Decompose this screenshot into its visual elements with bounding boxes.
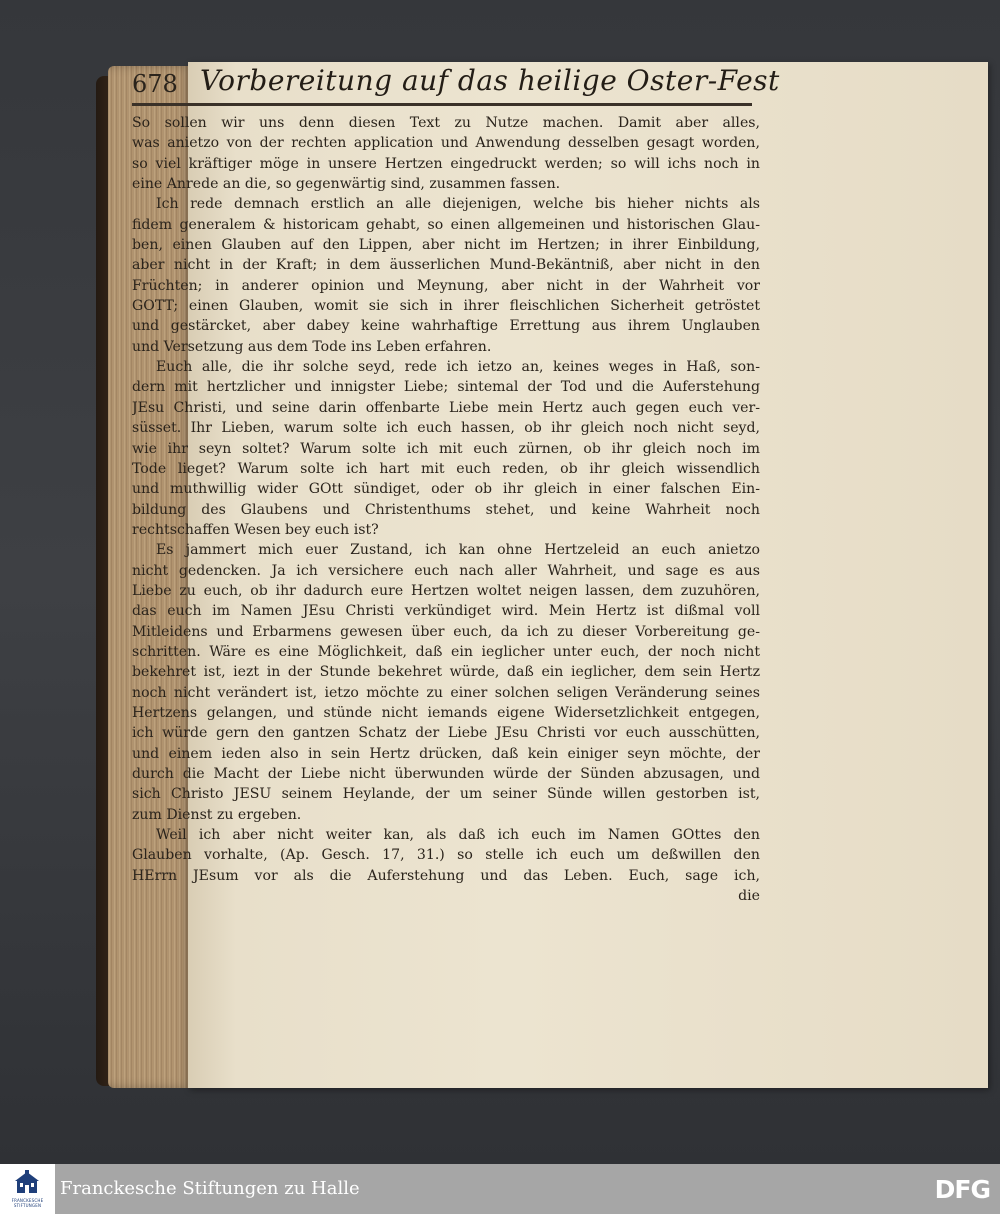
text-line: Tode lieget? Warum solte ich hart mit euch reden, ob ihr gleich wissendlich: [132, 460, 760, 477]
text-line: Früchten; in anderer opinion und Meynung, aber nicht in der Wahrheit vor: [132, 277, 760, 294]
text-line: ich würde gern den gantzen Schatz der Liebe JEsu Christi vor euch ausschütten,: [132, 725, 760, 742]
running-title: Vorbereitung auf das heilige Oster-Fest: [200, 64, 780, 97]
institution-logo[interactable]: [0, 1164, 55, 1214]
text-line: süsset. Ihr Lieben, warum solte ich euch hassen, ob ihr gleich noch nicht seyd,: [132, 420, 760, 437]
text-line: und muthwillig wider GOtt sündiget, oder ob ihr gleich in einer falschen Ein-: [132, 481, 760, 498]
page-number: 678: [132, 70, 178, 98]
text-line: das euch im Namen JEsu Christi verkündiget wird. Mein Hertz ist dißmal voll: [132, 603, 760, 620]
text-line: Euch alle, die ihr solche seyd, rede ich ietzo an, keines weges in Haß, son-: [156, 359, 760, 376]
text-line: So sollen wir uns denn diesen Text zu Nutze machen. Damit aber alles,: [132, 115, 760, 131]
text-line: sich Christo JESU seinem Heylande, der um seiner Sünde willen gestorben ist,: [132, 786, 760, 803]
text-line: Es jammert mich euer Zustand, ich kan ohne Hertzeleid an euch anietzo: [156, 542, 760, 559]
text-line: durch die Macht der Liebe nicht überwunden würde der Sünden abzusagen, und: [132, 766, 760, 782]
text-line: so viel kräftiger möge in unsere Hertzen eingedruckt werden; so will ichs noch in: [132, 155, 760, 172]
body-text: [132, 113, 760, 906]
orphanage-building-icon: [14, 1170, 40, 1194]
text-line: wie ihr seyn soltet? Warum solte ich mit euch zürnen, ob ihr gleich noch im: [132, 440, 760, 457]
text-line: dern mit hertzlicher und innigster Liebe; sintemal der Tod und die Auferstehung: [132, 379, 760, 396]
text-line: JEsu Christi, und seine darin offenbarte Liebe mein Hertz auch gegen euch ver-: [132, 399, 760, 416]
text-line: ben, einen Glauben auf den Lippen, aber nicht im Hertzen; in ihrer Einbildung,: [132, 237, 760, 254]
catchword: die: [738, 888, 760, 905]
text-line: und gestärcket, aber dabey keine wahrhaftige Errettung aus ihrem Unglauben: [132, 318, 760, 335]
text-line: Weil ich aber nicht weiter kan, als daß ich euch im Namen GOttes den: [156, 827, 760, 844]
text-line: Hertzens gelangen, und stünde nicht iemands eigene Widersetzlichkeit entgegen,: [132, 704, 760, 721]
institution-name[interactable]: Franckesche Stiftungen zu Halle: [60, 1178, 360, 1199]
text-line: Glauben vorhalte, (Ap. Gesch. 17, 31.) so stelle ich euch um deßwillen den: [132, 847, 760, 864]
logo-caption: FRANCKESCHE STIFTUNGEN: [11, 1198, 44, 1208]
header-rule: [132, 103, 752, 106]
text-line: noch nicht verändert ist, ietzo möchte zu einer solchen seligen Veränderung seines: [132, 684, 760, 701]
text-line: Mitleidens und Erbarmens gewesen über euch, da ich zu dieser Vorbereitung ge-: [132, 623, 760, 640]
text-line: zum Dienst zu ergeben.: [132, 806, 302, 823]
text-line: was anietzo von der rechten application und Anwendung desselben gesagt worden,: [132, 135, 760, 152]
text-line: bildung des Glaubens und Christenthums stehet, und keine Wahrheit noch: [132, 501, 760, 518]
text-line: und Versetzung aus dem Tode ins Leben erfahren.: [132, 338, 492, 355]
text-line: nicht gedencken. Ja ich versichere euch nach aller Wahrheit, und sage es aus: [132, 562, 760, 579]
text-line: aber nicht in der Kraft; in dem äusserlichen Mund-Bekäntniß, aber nicht in den: [132, 257, 760, 274]
dfg-logo[interactable]: DFG: [934, 1175, 990, 1204]
text-line: rechtschaffen Wesen bey euch ist?: [132, 521, 379, 538]
text-line: GOTT; einen Glauben, womit sie sich in ihrer fleischlichen Sicherheit getröstet: [132, 298, 760, 315]
text-line: und einem ieden also in sein Hertz drücken, daß kein einiger seyn möchte, der: [132, 745, 760, 762]
text-line: HErrn JEsum vor als die Auferstehung und das Leben. Euch, sage ich,: [132, 867, 760, 884]
text-line: eine Anrede an die, so gegenwärtig sind, zusammen fassen.: [132, 176, 561, 193]
text-line: schritten. Wäre es eine Möglichkeit, daß ein ieglicher unter euch, der noch nicht: [132, 643, 760, 660]
text-line: fidem generalem & historicam gehabt, so einen allgemeinen und historischen Glau-: [132, 216, 760, 233]
footer-bar: [0, 1164, 1000, 1214]
text-line: bekehret ist, iezt in der Stunde bekehret würde, daß ein ieglicher, dem sein Hertz: [132, 664, 760, 681]
text-line: Liebe zu euch, ob ihr dadurch eure Hertzen woltet neigen lassen, dem zuzuhören,: [132, 582, 760, 599]
page-header: [132, 62, 780, 106]
text-line: Ich rede demnach erstlich an alle diejenigen, welche bis hieher nichts als: [156, 196, 760, 213]
